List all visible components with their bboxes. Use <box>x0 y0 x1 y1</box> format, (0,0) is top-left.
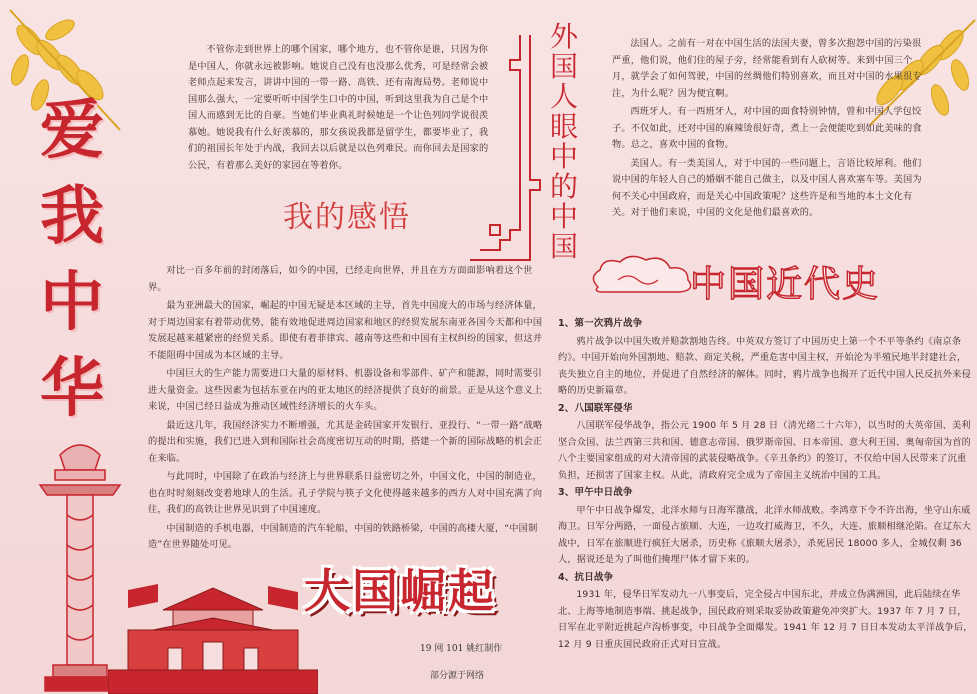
history-heading: 3、甲午中日战争 <box>558 487 633 498</box>
rise-paragraph: 对比一百多年前的封闭落后，如今的中国，已经走向世界，并且在方方面面影响着这个世界。 <box>148 265 533 293</box>
rise-paragraph: 中国巨大的生产能力需要进口大量的原材料、机器设备和零部件、矿产和能源，同时需要引进大量资金。这些因素为包括东亚在内的亚太地区的经济提供了良好的前景。正是从这个意义上来说，中国已经日益成为推动区域性经济增长的火车头。 <box>148 368 543 412</box>
history-paragraph: 甲午中日战争爆发，北洋水师与日海军激战，北洋水师战败。李鸿章下令不许出海，坐守山东威海卫。日军分两路，一面侵占旅顺、大连，一边攻打威海卫，不久，大连、旅顺相继沦陷。在辽东大战中，日军在旅顺进行疯狂大屠杀，历史称《旅顺大屠杀》，杀死居民 18000 多人，全城仅剩 36 人，据说还是为了叫他们掩埋尸体才留下来的。 <box>558 504 972 565</box>
foreign-title-char: 国 <box>549 50 578 83</box>
foreign-view-text <box>612 36 924 224</box>
foreign-title-char: 国 <box>549 230 578 263</box>
history-paragraph: 鸦片战争以中国失败并赔款割地告终。中英双方签订了中国历史上第一个不平等条约《南京条约》。中国开始向外国割地、赔款、商定关税，严重危害中国主权，开始沦为半殖民地半封建社会，丧失独立自主的地位，并促进了自然经济的解体。同时，鸦片战争也揭开了近代中国人民反抗外来侵略的历史新篇章。 <box>558 335 972 396</box>
foreign-title-char: 人 <box>549 80 578 113</box>
credit-author: 19 网 101 姚红制作 <box>420 644 503 654</box>
rise-paragraph: 最为亚洲最大的国家，崛起的中国无疑是本区域的主导，首先中国庞大的市场与经济体量，对于周边国家有着带动优势，能有效地促进周边国家和地区的经贸发展东南亚各国今天都和中国发展起越来越紧密的经贸关系。即使有着菲律宾、越南等这些和中国有主权纠纷的国家，但这并不能阻碍中国成为本区域的主导。 <box>148 300 543 361</box>
reflection-text <box>188 42 495 176</box>
rise-text <box>148 263 548 556</box>
history-heading: 1、第一次鸦片战争 <box>558 318 643 329</box>
history-heading: 2、八国联军侵华 <box>558 402 633 414</box>
foreign-title-char: 外 <box>549 20 578 53</box>
history-text <box>558 316 973 654</box>
foreign-title-char: 中 <box>549 200 578 233</box>
rise-paragraph: 与此同时，中国除了在政治与经济上与世界联系日益密切之外，中国文化，中国的制造业，也在时时刻刻改变着地球人的生活。孔子学院与筷子文化使得越来越多的西方人对中国充满了向往，我们的高铁让世界见识到了中国速度。 <box>148 471 543 515</box>
reflection-heading: 我的感悟 <box>283 200 411 235</box>
credit-source: 部分源于网络 <box>430 671 485 681</box>
tiananmen-icon <box>108 580 318 694</box>
main-title-char: 中 <box>40 265 104 340</box>
foreign-paragraph: 美国人。有一类美国人，对于中国的一些问题上，言语比较犀利。他们说中国的年轻人自己的婚姻不能自己做主，以及中国人喜欢塞车等。美国为何不关心中国政府，而是关心中国政策呢？这些许是和当地的本土文化有关。对于他们来说，中国的文化是他们最喜欢的。 <box>612 157 922 218</box>
lattice-frame-icon <box>470 30 550 270</box>
main-title-char: 爱 <box>40 93 104 168</box>
history-heading: 4、抗日战争 <box>558 571 614 583</box>
foreign-title-char: 眼 <box>549 110 578 143</box>
rise-paragraph: 最近这几年，我国经济实力不断增强，尤其是金砖国家开发银行、亚投行、“一带一路”战略的提出和实施，我们已进入到和国际社会高度密切互动的时期，搭建一个新的国际战略的机会正在来临。 <box>148 419 543 464</box>
reflection-paragraph: 不管你走到世界上的哪个国家，哪个地方，也不管你是谁，只因为你是中国人，你就永远被影响。她说自己没有也没那么优秀，可是经常会被老师点起来发言，讲讲中国的一带一路、高铁、还有南海局势。老师说中国那么强大，一定要听听中国学生口中的中国，听到这里我为自己是个中国人而感到无比的自豪。当她们毕业典礼时候她是一个让色列同学说很羡慕她。她说我有什么好羡慕的，那女孩说我都是留学生，都要毕业了，我们的祖国长年处于内战，我回去以后就是以色列难民。而你回去是国家的公民，有着那么美好的家园在等着你。 <box>188 44 489 171</box>
foreign-paragraph: 法国人。之前有一对在中国生活的法国夫妻，曾多次抱怨中国的污染很严重，他们说，他们住的屋子旁，经常能看到有人砍树等。来到中国三个月，就学会了如何驾驶，中国的丝绸他们特别喜欢，而且对中国的水果很专注，为什么呢？因为便宜啊。 <box>612 38 922 99</box>
rise-heading: 大国崛起 <box>304 564 496 618</box>
main-title-char: 我 <box>40 179 104 254</box>
main-title-char: 华 <box>40 351 104 426</box>
foreign-title-char: 中 <box>549 140 578 173</box>
modern-history-heading: 中国近代史 <box>690 264 881 305</box>
rise-paragraph: 中国制造的手机电器，中国制造的汽车轮船，中国的铁路桥梁，中国的高楼大厦，“中国制造”在世界随处可见。 <box>148 522 538 550</box>
history-paragraph: 1931 年，侵华日军发动九一八事变后，完全侵占中国东北，并成立伪满洲国，此后陆续在华北、上海等地制造事端、挑起战争，国民政府则采取妥协政策避免冲突扩大。1937 年 7 月 7 日，日军在北平附近挑起卢沟桥事变，中日战争全面爆发。1941 年 12 月 7 日日本发动太平洋战争后，12 月 9 日重庆国民政府正式对日宣战。 <box>558 589 973 650</box>
foreign-view-title <box>546 22 582 262</box>
history-paragraph: 八国联军侵华战争，指公元 1900 年 5 月 28 日（清光绪二十六年），以当时的大英帝国、美利坚合众国、法兰西第三共和国、德意志帝国、俄罗斯帝国、日本帝国、意大利王国、奥匈帝国为首的八个主要国家组成的对大清帝国的武装侵略战争。《辛丑条约》的签订，不仅给中国人民带来了沉重负担，还损害了国家主权。从此，清政府完全成为了帝国主义统治中国的工具。 <box>558 420 972 481</box>
foreign-title-char: 的 <box>549 170 578 203</box>
main-title <box>20 88 124 432</box>
cloud-icon <box>588 252 698 298</box>
foreign-paragraph: 西班牙人。有一西班牙人，对中国的面食特别钟情，曾和中国人学包饺子。不仅如此，还对中国的麻辣烫很好奇，煮上一会便能吃到如此美味的食物。总之，喜欢中国的食物。 <box>612 106 922 150</box>
